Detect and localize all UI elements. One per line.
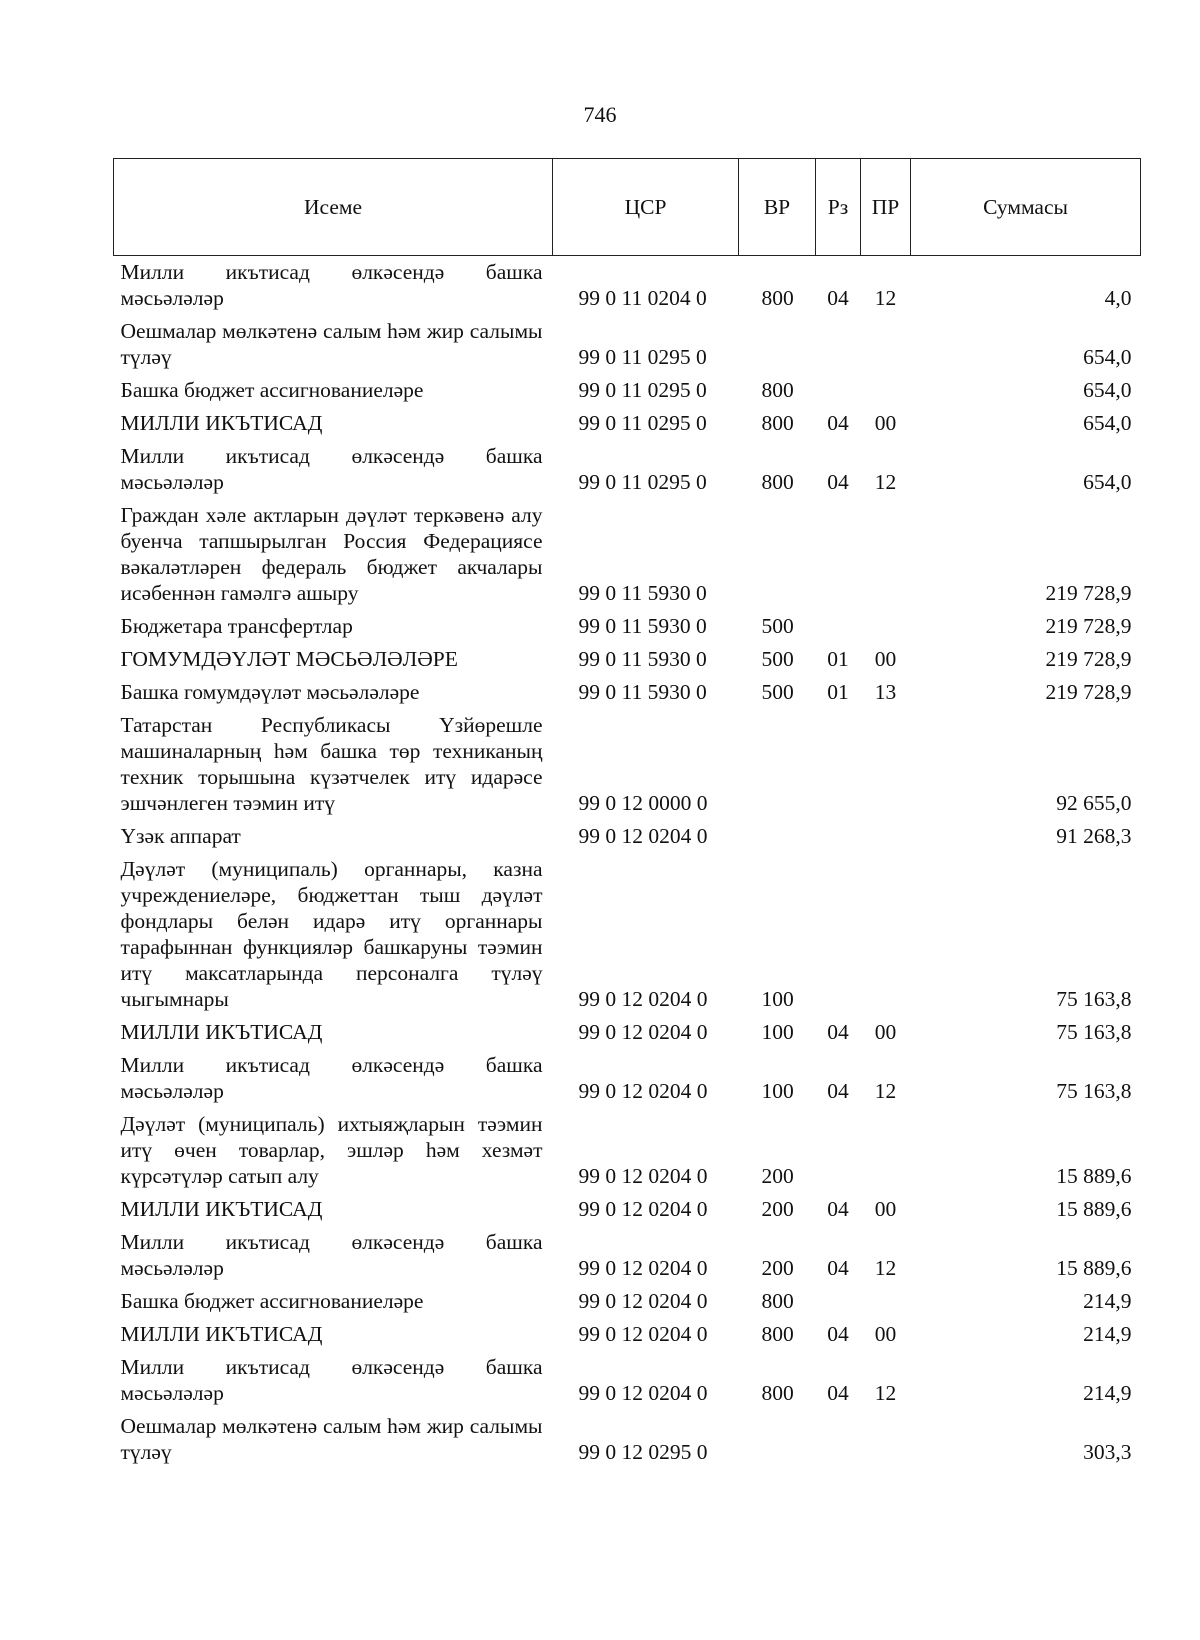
cell-rz <box>816 709 861 820</box>
cell-pr: 12 <box>874 470 897 494</box>
cell-vr: 500 <box>761 680 794 704</box>
row-name-text: Дәүләт (муниципаль) ихтыяҗларын тәэмин итү өчен товарлар, эшләр һәм хезмәт күрсәтүләр сатып алу <box>120 1112 543 1188</box>
cell-name <box>114 709 553 820</box>
cell-vr <box>739 1410 816 1469</box>
row-name-text: МИЛЛИ ИКЪТИСАД <box>120 1197 323 1221</box>
cell-name <box>114 374 553 407</box>
cell-pr: 00 <box>874 1197 897 1221</box>
cell-rz: 01 <box>827 680 849 704</box>
cell-sum: 303,3 <box>1083 1440 1132 1464</box>
cell-csr: 99 0 11 5930 0 <box>578 581 707 605</box>
row-name-text: ГОМУМДӘҮЛӘТ МӘСЬӘЛӘЛӘРЕ <box>120 647 458 671</box>
row-name-text: МИЛЛИ ИКЪТИСАД <box>120 411 323 435</box>
cell-name <box>114 610 553 643</box>
cell-sum: 654,0 <box>1083 470 1132 494</box>
row-name-text: Дәүләт (муниципаль) органнары, казна учреждениеләре, бюджеттан тыш дәүләт фондлары белән идарә итү органнары тарафыннан функцияләр башкаруны тәэмин итү максатларында персоналга түләү чыгымнары <box>120 857 543 1011</box>
cell-name <box>114 820 553 853</box>
table-row <box>114 1410 1141 1469</box>
cell-pr <box>861 499 911 610</box>
cell-rz: 04 <box>827 470 849 494</box>
header-vr: ВР <box>739 159 816 256</box>
cell-csr: 99 0 12 0204 0 <box>578 987 708 1011</box>
cell-sum: 75 163,8 <box>1056 1020 1132 1044</box>
cell-sum: 219 728,9 <box>1045 647 1132 671</box>
row-name-text: Татарстан Республикасы Үзйөрешле машиналарның һәм башка төр техниканың техник торышына күзәтчелек итү идарәсе эшчәнлеген тәэмин итү <box>120 713 543 815</box>
row-name-text: Оешмалар мөлкәтенә салым һәм жир салымы түләү <box>120 1414 543 1464</box>
cell-name <box>114 1226 553 1285</box>
header-name: Исеме <box>114 159 553 256</box>
cell-pr <box>861 820 911 853</box>
header-rz: Рз <box>816 159 861 256</box>
cell-name <box>114 440 553 499</box>
cell-pr <box>861 709 911 820</box>
cell-rz: 04 <box>827 1381 849 1405</box>
cell-name <box>114 853 553 1016</box>
cell-sum: 654,0 <box>1083 345 1132 369</box>
cell-rz <box>816 374 861 407</box>
row-name-text: Граждан хәле актларын дәүләт теркәвенә алу буенча тапшырылган Россия Федерациясе вәкаләтләрен федераль бюджет акчалары исәбеннән гамәлгә ашыру <box>120 503 543 605</box>
cell-pr <box>861 853 911 1016</box>
table-row <box>114 499 1141 610</box>
cell-rz <box>816 610 861 643</box>
cell-csr: 99 0 12 0204 0 <box>578 1289 708 1313</box>
table-row <box>114 1318 1141 1351</box>
cell-rz: 01 <box>827 647 849 671</box>
cell-vr: 200 <box>761 1164 794 1188</box>
cell-vr: 800 <box>761 1322 794 1346</box>
cell-name <box>114 1016 553 1049</box>
cell-pr: 13 <box>874 680 897 704</box>
cell-csr: 99 0 12 0204 0 <box>578 1381 708 1405</box>
cell-csr: 99 0 12 0204 0 <box>578 1164 708 1188</box>
cell-vr <box>739 499 816 610</box>
row-name-text: Бюджетара трансфертлар <box>120 614 353 638</box>
cell-name <box>114 256 553 316</box>
cell-name <box>114 643 553 676</box>
cell-vr: 800 <box>761 411 794 435</box>
cell-pr: 00 <box>874 647 897 671</box>
cell-pr <box>861 1285 911 1318</box>
row-name-text: Милли икътисад өлкәсендә башка мәсьәләләр <box>120 260 543 310</box>
cell-sum: 92 655,0 <box>1056 791 1132 815</box>
table-row <box>114 1351 1141 1410</box>
cell-name <box>114 499 553 610</box>
table-row <box>114 853 1141 1016</box>
cell-sum: 214,9 <box>1083 1381 1132 1405</box>
cell-csr: 99 0 11 5930 0 <box>578 680 707 704</box>
cell-csr: 99 0 12 0204 0 <box>578 1197 708 1221</box>
row-name-text: Милли икътисад өлкәсендә башка мәсьәләләр <box>120 1355 543 1405</box>
row-name-text: МИЛЛИ ИКЪТИСАД <box>120 1322 323 1346</box>
table-body <box>114 256 1141 1470</box>
table-row <box>114 1285 1141 1318</box>
cell-sum: 75 163,8 <box>1056 987 1132 1011</box>
table-row <box>114 256 1141 316</box>
table-row <box>114 1016 1141 1049</box>
cell-vr: 800 <box>761 1381 794 1405</box>
header-pr: ПР <box>861 159 911 256</box>
cell-pr: 00 <box>874 1322 897 1346</box>
table-row <box>114 1108 1141 1193</box>
cell-name <box>114 1410 553 1469</box>
table-row <box>114 1226 1141 1285</box>
cell-pr <box>861 610 911 643</box>
cell-name <box>114 1285 553 1318</box>
cell-csr: 99 0 12 0204 0 <box>578 1079 708 1103</box>
page-number: 746 <box>583 102 617 127</box>
cell-name <box>114 1318 553 1351</box>
table-row <box>114 1193 1141 1226</box>
cell-sum: 91 268,3 <box>1056 824 1132 848</box>
cell-sum: 654,0 <box>1083 411 1132 435</box>
cell-pr: 12 <box>874 1079 897 1103</box>
cell-name <box>114 676 553 709</box>
cell-vr: 100 <box>761 1020 794 1044</box>
cell-csr: 99 0 11 0295 0 <box>578 378 707 402</box>
cell-csr: 99 0 11 0295 0 <box>578 345 707 369</box>
cell-vr <box>739 709 816 820</box>
cell-name <box>114 1108 553 1193</box>
table-row <box>114 315 1141 374</box>
cell-rz <box>816 1285 861 1318</box>
header-row <box>114 159 1141 256</box>
cell-rz: 04 <box>827 1020 849 1044</box>
cell-vr: 800 <box>761 470 794 494</box>
cell-csr: 99 0 12 0295 0 <box>578 1440 708 1464</box>
cell-vr: 800 <box>761 286 794 310</box>
cell-vr: 500 <box>761 614 794 638</box>
cell-vr: 800 <box>761 1289 794 1313</box>
cell-pr: 12 <box>874 1256 897 1280</box>
cell-pr <box>861 374 911 407</box>
cell-sum: 219 728,9 <box>1045 614 1132 638</box>
cell-pr: 00 <box>874 411 897 435</box>
cell-sum: 219 728,9 <box>1045 680 1132 704</box>
cell-pr: 12 <box>874 286 897 310</box>
cell-rz <box>816 820 861 853</box>
table-row <box>114 709 1141 820</box>
row-name-text: Милли икътисад өлкәсендә башка мәсьәләләр <box>120 444 543 494</box>
cell-csr: 99 0 12 0204 0 <box>578 824 708 848</box>
cell-sum: 214,9 <box>1083 1289 1132 1313</box>
cell-sum: 4,0 <box>1104 286 1132 310</box>
cell-csr: 99 0 12 0000 0 <box>578 791 708 815</box>
cell-name <box>114 407 553 440</box>
row-name-text: Башка бюджет ассигнованиеләре <box>120 378 424 402</box>
cell-rz: 04 <box>827 1079 849 1103</box>
cell-rz: 04 <box>827 411 849 435</box>
cell-csr: 99 0 11 5930 0 <box>578 647 707 671</box>
cell-sum: 15 889,6 <box>1056 1197 1132 1221</box>
cell-rz: 04 <box>827 1322 849 1346</box>
cell-rz <box>816 1108 861 1193</box>
cell-vr: 500 <box>761 647 794 671</box>
cell-csr: 99 0 11 0295 0 <box>578 411 707 435</box>
cell-sum: 214,9 <box>1083 1322 1132 1346</box>
cell-rz <box>816 499 861 610</box>
cell-name <box>114 1351 553 1410</box>
cell-csr: 99 0 12 0204 0 <box>578 1322 708 1346</box>
cell-rz: 04 <box>827 1197 849 1221</box>
cell-csr: 99 0 12 0204 0 <box>578 1256 708 1280</box>
cell-sum: 219 728,9 <box>1045 581 1132 605</box>
cell-rz: 04 <box>827 1256 849 1280</box>
cell-sum: 15 889,6 <box>1056 1164 1132 1188</box>
cell-pr <box>861 1108 911 1193</box>
table-row <box>114 643 1141 676</box>
table-row <box>114 440 1141 499</box>
cell-pr: 00 <box>874 1020 897 1044</box>
cell-vr <box>739 820 816 853</box>
row-name-text: Милли икътисад өлкәсендә башка мәсьәләләр <box>120 1053 543 1103</box>
row-name-text: Үзәк аппарат <box>120 824 241 848</box>
cell-vr <box>739 315 816 374</box>
cell-sum: 654,0 <box>1083 378 1132 402</box>
table-row <box>114 610 1141 643</box>
cell-pr <box>861 1410 911 1469</box>
table-row <box>114 676 1141 709</box>
cell-name <box>114 1049 553 1108</box>
cell-csr: 99 0 12 0204 0 <box>578 1020 708 1044</box>
row-name-text: Башка гомумдәүләт мәсьәләләре <box>120 680 420 704</box>
cell-vr: 200 <box>761 1197 794 1221</box>
table-row <box>114 374 1141 407</box>
cell-pr <box>861 315 911 374</box>
table-row <box>114 820 1141 853</box>
cell-csr: 99 0 11 0204 0 <box>578 286 707 310</box>
cell-vr: 200 <box>761 1256 794 1280</box>
table-row <box>114 1049 1141 1108</box>
cell-pr: 12 <box>874 1381 897 1405</box>
cell-csr: 99 0 11 5930 0 <box>578 614 707 638</box>
row-name-text: Башка бюджет ассигнованиеләре <box>120 1289 424 1313</box>
cell-sum: 15 889,6 <box>1056 1256 1132 1280</box>
cell-rz <box>816 315 861 374</box>
cell-vr: 100 <box>761 1079 794 1103</box>
header-csr: ЦСР <box>553 159 739 256</box>
header-sum: Суммасы <box>911 159 1141 256</box>
cell-vr: 800 <box>761 378 794 402</box>
table-row <box>114 407 1141 440</box>
cell-vr: 100 <box>761 987 794 1011</box>
cell-rz: 04 <box>827 286 849 310</box>
table-header <box>114 159 1141 256</box>
cell-csr: 99 0 11 0295 0 <box>578 470 707 494</box>
budget-table <box>113 158 1141 1469</box>
row-name-text: Милли икътисад өлкәсендә башка мәсьәләләр <box>120 1230 543 1280</box>
row-name-text: Оешмалар мөлкәтенә салым һәм жир салымы түләү <box>120 319 543 369</box>
cell-name <box>114 315 553 374</box>
row-name-text: МИЛЛИ ИКЪТИСАД <box>120 1020 323 1044</box>
cell-rz <box>816 853 861 1016</box>
cell-name <box>114 1193 553 1226</box>
cell-rz <box>816 1410 861 1469</box>
cell-sum: 75 163,8 <box>1056 1079 1132 1103</box>
